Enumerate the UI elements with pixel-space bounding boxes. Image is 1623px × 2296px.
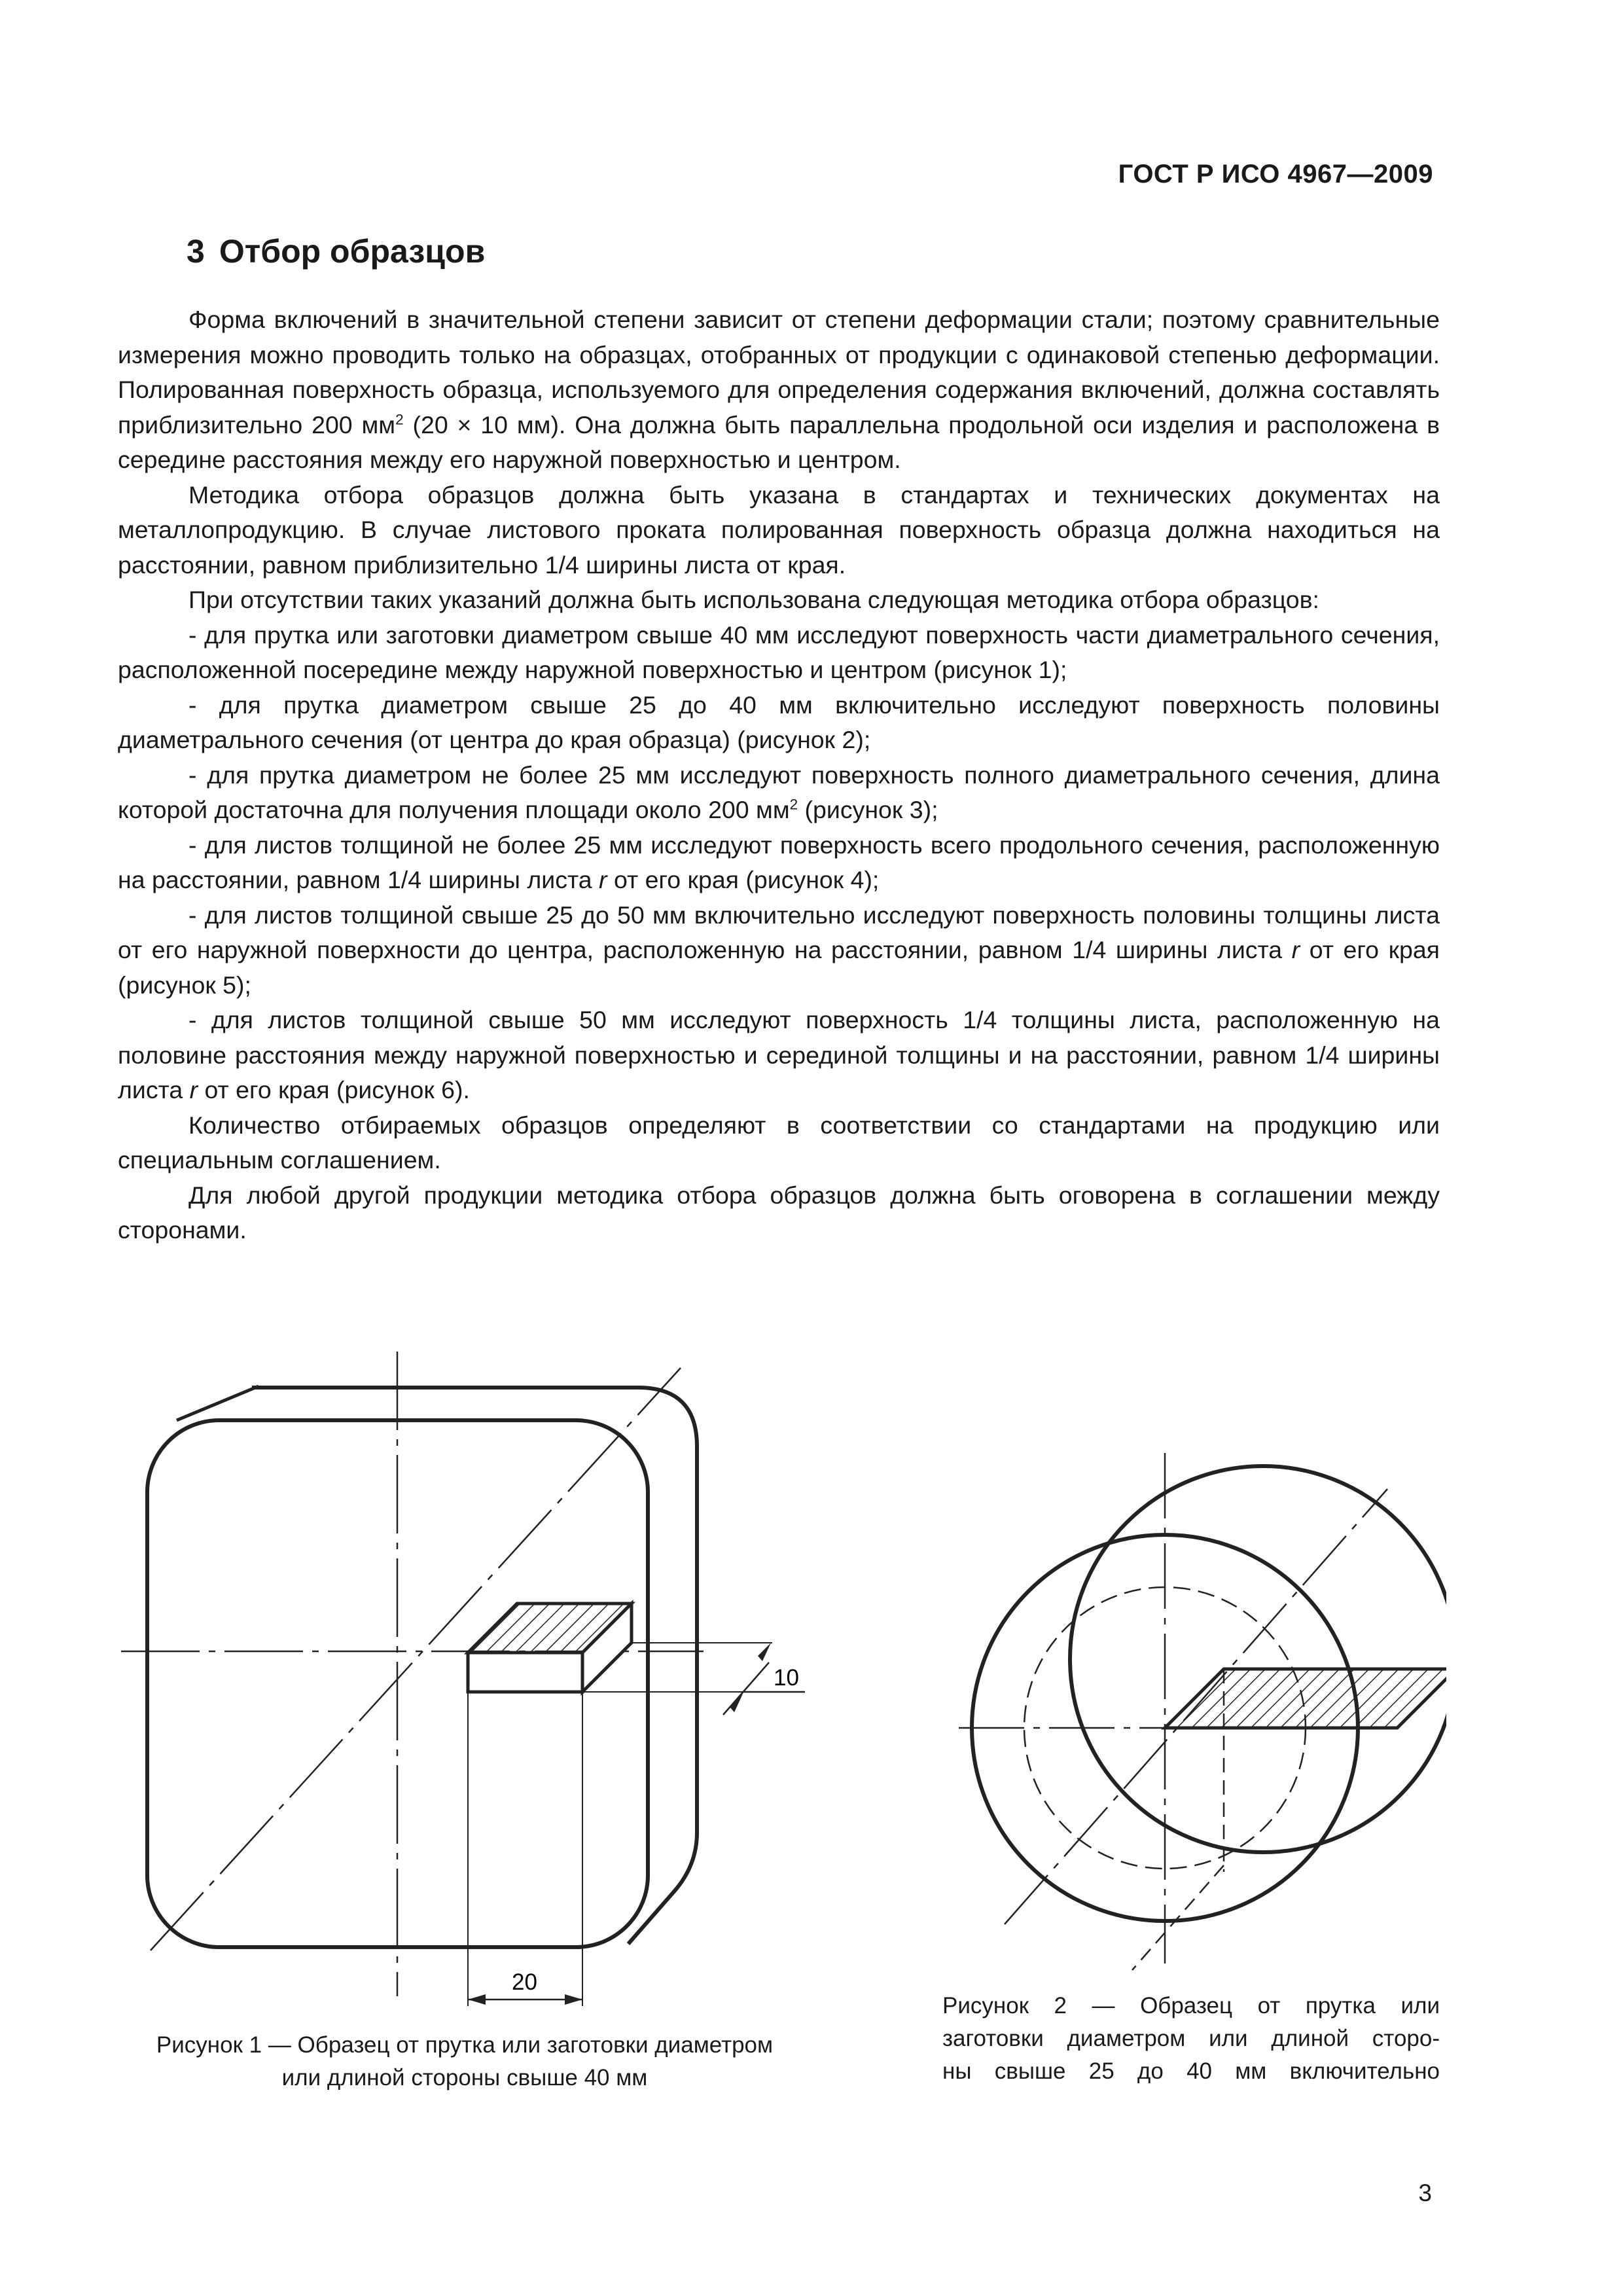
caption-line: Рисунок 2 — Образец от прутка или (942, 1993, 1440, 2018)
paragraph-text: - для листов толщиной не более 25 мм исследуют поверхность всего продольного сечения, расположенную на расстоянии, равном 1/4 ширины листа (118, 831, 1440, 893)
figure-1-drawing (111, 1316, 851, 2036)
paragraph-text: - для прутка диаметром не более 25 мм исследуют поверхность полного диаметрального сечения, длина которой достаточна для получения площади около 200 мм (118, 761, 1440, 823)
arrow-head (565, 1994, 582, 2005)
variable-r: r (599, 866, 607, 893)
paragraph-sample-shape (118, 302, 1440, 478)
dimension-label-depth: 10 (774, 1665, 799, 1691)
paragraph-text: Форма включений в значительной степени зависит от степени деформации стали; поэтому сравнительные измерения можно проводить только на образцах, отобранных от продукции с одинаковой степенью деформации. Полированная поверхность образца, используемого для определения содержания включений, должна составлять приблизительно 200 мм (118, 306, 1440, 439)
document-code: ГОСТ Р ИСО 4967—2009 (1118, 160, 1433, 188)
arrow-head (758, 1643, 771, 1661)
page-number: 3 (1418, 2179, 1432, 2206)
list-item-sheet-over-50 (118, 1003, 1440, 1108)
caption-line: ны свыше 25 до 40 мм включительно (942, 2058, 1440, 2084)
list-item-sheet-under-25 (118, 828, 1440, 898)
half-section-hatched (1165, 1669, 1446, 1728)
section-number: 3 (187, 233, 205, 270)
paragraph-method: Методика отбора образцов должна быть указана в стандартах и технических документах на металлопродукцию. В случае листового проката полированная поверхность образца должна находиться на расстоянии, равном приблизительно 1/4 ширины листа от края. (118, 480, 1440, 579)
section-title-text: Отбор образцов (219, 233, 486, 270)
caption-line: Рисунок 1 — Образец от прутка или заготовки диаметром (156, 2032, 774, 2058)
paragraph-text: от его края (рисунок 5); (118, 936, 1440, 999)
paragraph-text: от его края (рисунок 4); (607, 866, 880, 893)
figure-2-caption (942, 1990, 1440, 2088)
list-item-bar-over-40: - для прутка или заготовки диаметром свыше 40 мм исследуют поверхность части диаметрального сечения, расположенной посередине между наружной поверхностью и центром (рисунок 1); (118, 620, 1440, 683)
paragraph-text: от его края (рисунок 6). (198, 1076, 470, 1103)
variable-r: r (1291, 936, 1300, 963)
paragraph-text: - для листов толщиной свыше 50 мм исследуют поверхность 1/4 толщины листа, расположенную на половине расстояния между наружной поверхностью и серединой толщины и на расстоянии, равном 1/4 ширины листа (118, 1006, 1440, 1103)
dimension-label-width: 20 (512, 1969, 537, 1995)
list-item-bar-under-25 (118, 758, 1440, 828)
superscript: 2 (395, 411, 404, 427)
arrow-head (468, 1994, 486, 2005)
paragraph-text: (рисунок 3); (798, 796, 938, 823)
edge-top-left (177, 1386, 259, 1420)
sample-front-face (468, 1653, 582, 1692)
variable-r: r (189, 1076, 198, 1103)
caption-line: или длиной стороны свыше 40 мм (281, 2065, 648, 2090)
caption-line: заготовки диаметром или длиной сторо- (942, 2026, 1440, 2051)
arrow-head (730, 1694, 743, 1712)
superscript: 2 (789, 796, 798, 813)
figure-2-drawing (949, 1407, 1446, 1983)
list-item-bar-25-40: - для прутка диаметром свыше 25 до 40 мм включительно исследуют поверхность половины диаметрального сечения (от центра до края образца) (рисунок 2); (118, 691, 1440, 753)
paragraph-text: (20 × 10 мм). Она должна быть параллельна продольной оси изделия и расположена в середине расстояния между его наружной поверхностью и центром. (118, 410, 1440, 473)
list-item-sheet-25-50 (118, 898, 1440, 1003)
figure-1-caption (118, 2029, 812, 2094)
paragraph-other-products: Для любой другой продукции методика отбора образцов должна быть оговорена в соглашении между сторонами. (118, 1181, 1440, 1244)
body-text (118, 302, 1440, 1248)
section-heading (187, 232, 485, 270)
paragraph-sample-count: Количество отбираемых образцов определяют в соответствии со стандартами на продукцию или специальным соглашением. (118, 1111, 1440, 1174)
dashed-projection-diagonal (1132, 1865, 1224, 1970)
back-circle (1070, 1466, 1446, 1852)
paragraph-text: - для листов толщиной свыше 25 до 50 мм включительно исследуют поверхность половины толщины листа от его наружной поверхности до центра, расположенную на расстоянии, равном 1/4 ширины листа (118, 901, 1440, 963)
paragraph-default-method: При отсутствии таких указаний должна быть использована следующая методика отбора образцов: (188, 586, 1319, 613)
